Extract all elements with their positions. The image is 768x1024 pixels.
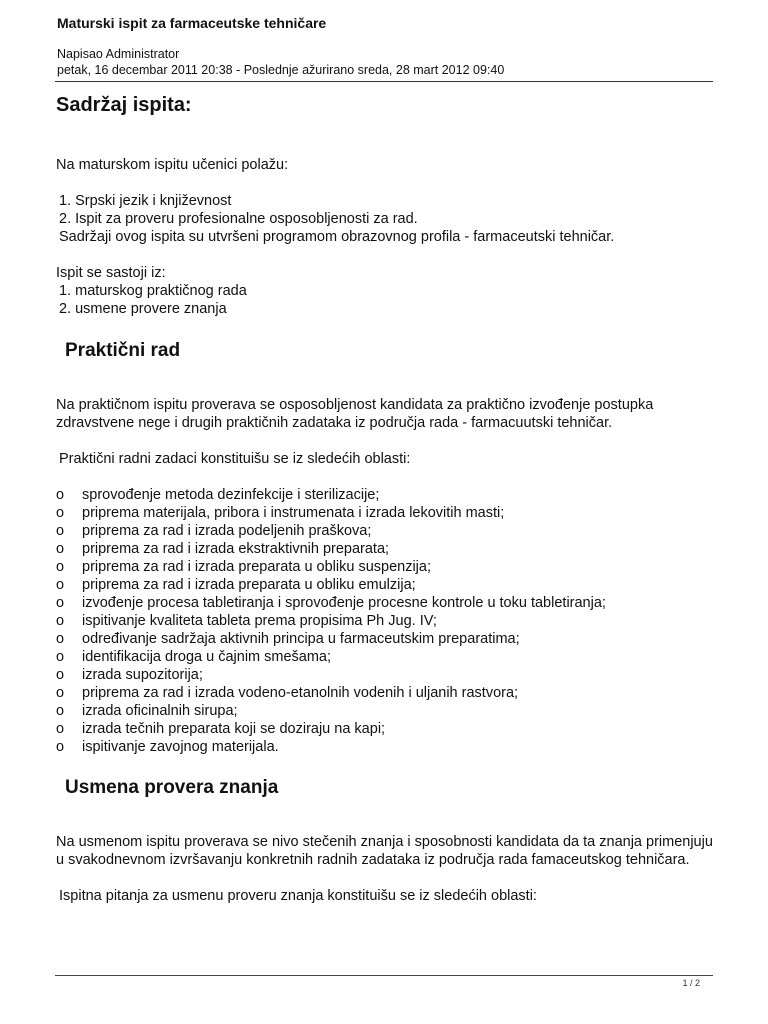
exam-parts-list bbox=[56, 282, 716, 318]
intro-text: Na maturskom ispitu učenici polažu: bbox=[56, 157, 289, 173]
author-line: Napisao Administrator bbox=[57, 47, 180, 61]
bullet-marker: o bbox=[56, 631, 65, 647]
list-item: o izvođenje procesa tabletiranja i sprovođenje procesne kontrole u toku tabletiranja; bbox=[56, 595, 606, 611]
list-item: o priprema za rad i izrada preparata u obliku suspenzija; bbox=[56, 559, 431, 575]
exam-parts-intro: Ispit se sastoji iz: bbox=[56, 265, 166, 281]
page-number: 1 / 2 bbox=[682, 978, 700, 988]
list-item: o sprovođenje metoda dezinfekcije i sterilizacije; bbox=[56, 487, 380, 503]
list-item: o identifikacija droga u čajnim smešama; bbox=[56, 649, 332, 665]
bullet-marker: o bbox=[56, 541, 65, 557]
bullet-marker: o bbox=[56, 739, 65, 755]
document-title: Maturski ispit za farmaceutske tehničare bbox=[57, 15, 327, 31]
list-item: o priprema za rad i izrada preparata u obliku emulzija; bbox=[56, 577, 416, 593]
list-item: 2. usmene provere znanja bbox=[59, 301, 227, 317]
practical-areas-list bbox=[56, 486, 716, 756]
header-divider bbox=[55, 81, 713, 82]
list-item: o priprema za rad i izrada ekstraktivnih preparata; bbox=[56, 541, 390, 557]
subjects-list bbox=[56, 192, 716, 246]
oral-heading: Usmena provera znanja bbox=[65, 777, 279, 798]
oral-areas-intro: Ispitna pitanja za usmenu proveru znanja konstituišu se iz sledećih oblasti: bbox=[59, 888, 537, 904]
list-item: o određivanje sadržaja aktivnih principa u farmaceutskim preparatima; bbox=[56, 631, 520, 647]
list-item: o izrada tečnih preparata koji se doziraju na kapi; bbox=[56, 721, 386, 737]
list-item: o ispitivanje zavojnog materijala. bbox=[56, 739, 279, 755]
content-heading: Sadržaj ispita: bbox=[56, 94, 192, 116]
list-item: Sadržaji ovog ispita su utvršeni programom obrazovnog profila - farmaceutski tehničar. bbox=[59, 229, 615, 245]
list-item: o priprema za rad i izrada podeljenih praškova; bbox=[56, 523, 372, 539]
document-body bbox=[56, 92, 716, 905]
bullet-marker: o bbox=[56, 703, 65, 719]
date-line: petak, 16 decembar 2011 20:38 - Poslednje ažurirano sreda, 28 mart 2012 09:40 bbox=[57, 63, 505, 77]
list-item: o izrada supozitorija; bbox=[56, 667, 203, 683]
bullet-marker: o bbox=[56, 505, 65, 521]
bullet-marker: o bbox=[56, 577, 65, 593]
list-item: o pripremа materijala, pribora i instrumenata i izrada lekovitih masti; bbox=[56, 505, 505, 521]
practical-areas-intro: Praktični radni zadaci konstituišu se iz sledećih oblasti: bbox=[59, 451, 411, 467]
list-item: o izrada oficinalnih sirupa; bbox=[56, 703, 238, 719]
bullet-marker: o bbox=[56, 613, 65, 629]
bullet-marker: o bbox=[56, 487, 65, 503]
bullet-marker: o bbox=[56, 667, 65, 683]
footer-divider bbox=[55, 975, 713, 976]
oral-text: Na usmenom ispitu proverava se nivo stečenih znanja i sposobnosti kandidata da ta znanja primenjuju u svakodnevnom izvršavanju konkretnih radnih zadataka iz područja rada famaceutskog tehničara. bbox=[56, 834, 713, 868]
bullet-marker: o bbox=[56, 523, 65, 539]
bullet-marker: o bbox=[56, 559, 65, 575]
list-item: o priprema za rad i izrada vodeno-etanolnih vodenih i uljanih rastvora; bbox=[56, 685, 519, 701]
document-meta bbox=[57, 46, 504, 78]
bullet-marker: o bbox=[56, 649, 65, 665]
list-item: o ispitivanje kvaliteta tableta prema propisima Ph Jug. IV; bbox=[56, 613, 437, 629]
list-item: 1. maturskog praktičnog rada bbox=[59, 283, 247, 299]
practical-text: Na praktičnom ispitu proverava se osposobljenost kandidata za praktično izvođenje postupka zdravstvene nege i drugih praktičnih zadataka iz područja rada - farmacuutski tehničar. bbox=[56, 397, 654, 431]
bullet-marker: o bbox=[56, 721, 65, 737]
list-item: 1. Srpski jezik i književnost bbox=[59, 193, 232, 209]
bullet-marker: o bbox=[56, 595, 65, 611]
list-item: 2. Ispit za proveru profesionalne osposobljenosti za rad. bbox=[59, 211, 418, 227]
practical-heading: Praktični rad bbox=[65, 340, 181, 361]
bullet-marker: o bbox=[56, 685, 65, 701]
